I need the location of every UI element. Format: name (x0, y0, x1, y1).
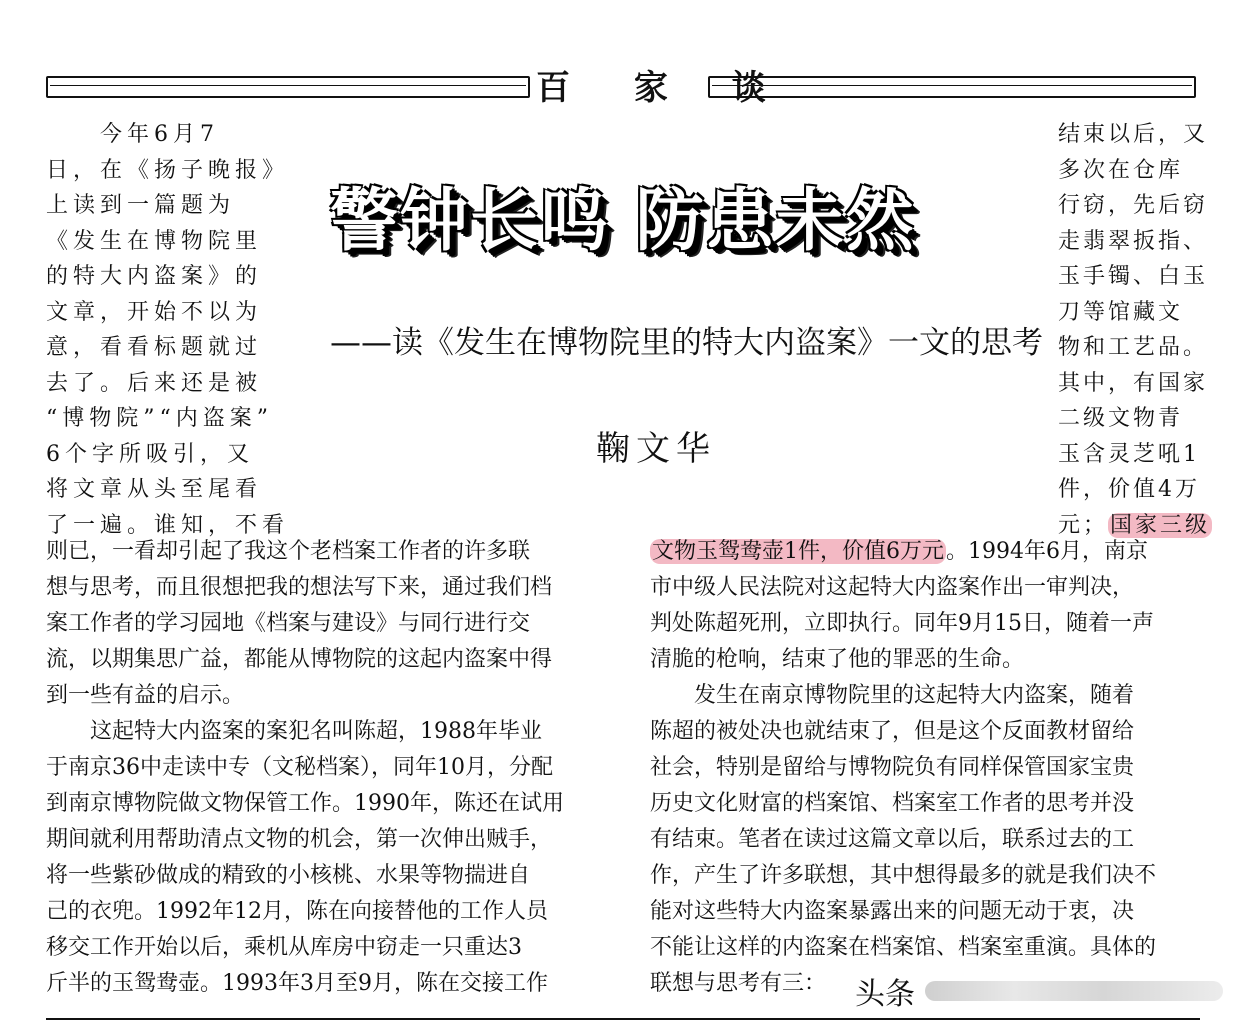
text-segment: 元； (1058, 512, 1109, 538)
text-line: 去了。后来还是被 (46, 370, 263, 396)
text-line: 结束以后，又 (1058, 122, 1209, 147)
text-line: 其中，有国家 (1058, 370, 1209, 396)
text-line: 作，产生了许多联想，其中想得最多的就是我们决不 (650, 863, 1157, 888)
text-line: 这起特大内盗案的案犯名叫陈超，1988年毕业 (46, 719, 542, 744)
text-line: 己的衣兜。1992年12月，陈在向接替他的工作人员 (46, 899, 548, 924)
body-column-right (650, 534, 1206, 1002)
article-title: 警钟长鸣 防患未然 (330, 182, 916, 261)
text-line: 流，以期集思广益，都能从博物院的这起内盗案中得 (46, 647, 553, 672)
text-line: 意，看看标题就过 (46, 335, 263, 360)
text-line: 玉含灵芝吼1 (1058, 441, 1200, 467)
article-subtitle: ——读《发生在博物院里的特大内盗案》一文的思考 (330, 325, 1043, 361)
text-line: 发生在南京博物院里的这起特大内盗案，随着 (650, 683, 1135, 708)
text-line: 到南京博物院做文物保管工作。1990年，陈还在试用 (46, 791, 564, 816)
text-line: 移交工作开始以后，乘机从库房中窃走一只重达3 (46, 935, 522, 960)
text-line: 《发生在博物院里 (46, 228, 263, 254)
text-line: 期间就利用帮助清点文物的机会，第一次伸出贼手， (46, 827, 553, 852)
text-line: 件，价值4万 (1058, 477, 1200, 502)
text-line: 上读到一篇题为 (46, 193, 236, 218)
text-line: 物和工艺品。 (1058, 335, 1209, 360)
text-line: 陈超的被处决也就结束了，但是这个反面教材留给 (650, 719, 1135, 744)
article-author: 鞠文华 (596, 429, 716, 469)
text-line: 案工作者的学习园地《档案与建设》与同行进行交 (46, 611, 531, 636)
text-line: 文章，开始不以为 (46, 299, 263, 325)
text-line: 联想与思考有三： (650, 971, 827, 996)
left-text-column (46, 117, 290, 543)
text-line: 将一些紫砂做成的精致的小核桃、水果等物揣进自 (46, 863, 531, 888)
text-line: 想与思考，而且很想把我的想法写下来，通过我们档 (46, 575, 553, 600)
text-line: 多次在仓库 (1058, 157, 1184, 183)
column-name: 百 家 谈 (536, 68, 792, 108)
text-line: 判处陈超死刑，立即执行。同年9月15日，随着一声 (650, 611, 1154, 636)
text-segment: 。1994年6月，南京 (946, 539, 1148, 564)
text-line: 今年6月7 (46, 122, 219, 147)
text-line: 有结束。笔者在读过这篇文章以后，联系过去的工 (650, 827, 1135, 852)
text-line: 玉手镯、白玉 (1058, 264, 1209, 289)
watermark-logo: 头条 (855, 977, 915, 1012)
text-line: 到一些有益的启示。 (46, 683, 245, 708)
text-line: 能对这些特大内盗案暴露出来的问题无动于衷，决 (650, 899, 1135, 924)
text-line: 斤半的玉鸳鸯壶。1993年3月至9月，陈在交接工作 (46, 971, 548, 996)
text-line: 不能让这样的内盗案在档案馆、档案室重演。具体的 (650, 935, 1157, 960)
blurred-account-name (925, 981, 1223, 1001)
highlighted-text: 国家三级 (1110, 512, 1211, 538)
right-text-column (1058, 117, 1211, 543)
watermark (855, 970, 1223, 1012)
text-line: 的特大内盗案》的 (46, 264, 263, 289)
highlighted-text: 文物玉鸳鸯壶1件，价值6万元 (652, 539, 944, 564)
text-line: “博物院”“内盗案” (46, 406, 273, 431)
body-column-left (46, 534, 606, 1002)
text-line: 则已，一看却引起了我这个老档案工作者的许多联 (46, 539, 531, 564)
text-line: 历史文化财富的档案馆、档案室工作者的思考并没 (650, 791, 1135, 816)
bottom-rule (46, 1018, 1200, 1020)
text-line: 了一遍。谁知，不看 (46, 512, 290, 538)
text-line: 清脆的枪响，结束了他的罪恶的生命。 (650, 647, 1025, 672)
text-line: 6个字所吸引，又 (46, 441, 254, 467)
text-line: 行窃，先后窃 (1058, 193, 1209, 218)
text-line: 市中级人民法院对这起特大内盗案作出一审判决， (650, 575, 1135, 600)
header-rule-left (46, 76, 530, 98)
text-line: 走翡翠扳指、 (1058, 228, 1209, 254)
header-rule-right (708, 76, 1196, 98)
text-line: 于南京36中走读中专（文秘档案），同年10月，分配 (46, 755, 553, 780)
text-line: 社会，特别是留给与博物院负有同样保管国家宝贵 (650, 755, 1135, 780)
text-line: 刀等馆藏文 (1058, 299, 1184, 325)
text-line (650, 534, 1206, 570)
text-line: 将文章从头至尾看 (46, 477, 263, 502)
text-line: 二级文物青 (1058, 406, 1184, 431)
text-line: 日，在《扬子晚报》 (46, 157, 290, 183)
